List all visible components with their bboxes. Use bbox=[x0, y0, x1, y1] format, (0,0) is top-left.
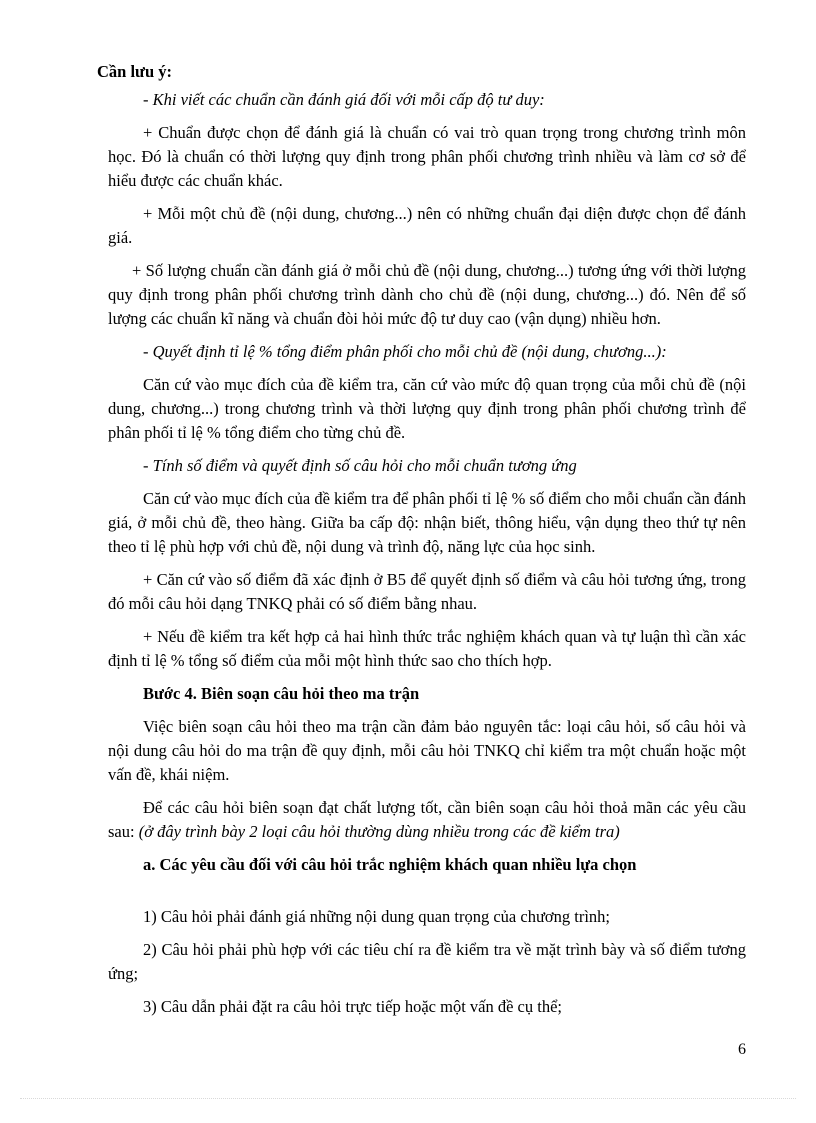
criteria-note-item: - Khi viết các chuẩn cần đánh giá đối với mỗi cấp độ tư duy: bbox=[143, 90, 545, 109]
section-a-heading: a. Các yêu cầu đối với câu hỏi trắc nghiệm khách quan nhiều lựa chọn bbox=[143, 855, 637, 874]
paragraph-text: Để các câu hỏi biên soạn đạt chất lượng tốt, cần biên soạn câu hỏi thoả mãn các yêu cầu sau: bbox=[108, 798, 746, 841]
question-count-note-item: - Tính số điểm và quyết định số câu hỏi cho mỗi chuẩn tương ứng bbox=[143, 456, 577, 475]
step4-heading: Bước 4. Biên soạn câu hỏi theo ma trận bbox=[143, 684, 420, 703]
criteria-plus-item: + Nếu đề kiểm tra kết hợp cả hai hình thức trắc nghiệm khách quan và tự luận thì cần xác định tỉ lệ % tổng số điểm của mỗi một hình thức sao cho thích hợp. bbox=[108, 627, 746, 670]
page-content bbox=[97, 60, 746, 1028]
body-paragraph bbox=[108, 796, 746, 844]
note-heading: Cần lưu ý: bbox=[97, 62, 172, 81]
criteria-plus-item: + Căn cứ vào số điểm đã xác định ở B5 để quyết định số điểm và câu hỏi tương ứng, trong đó mỗi câu hỏi dạng TNKQ phải có số điểm bằng nhau. bbox=[108, 570, 746, 613]
italic-note: (ở đây trình bày 2 loại câu hỏi thường dùng nhiều trong các đề kiểm tra) bbox=[138, 822, 620, 841]
criteria-plus-item: + Số lượng chuẩn cần đánh giá ở mỗi chủ đề (nội dung, chương...) tương ứng với thời lượng quy định trong phân phối chương trình dành cho chủ đề (nội dung, chương...) đó. Nên để số lượng các chuẩn kĩ năng và chuẩn đòi hỏi mức độ tư duy cao (vận dụng) nhiều hơn. bbox=[108, 261, 746, 328]
list-item: 2) Câu hỏi phải phù hợp với các tiêu chí ra đề kiểm tra về mặt trình bày và số điểm tương ứng; bbox=[108, 940, 746, 983]
score-ratio-note-item: - Quyết định tỉ lệ % tổng điểm phân phối cho mỗi chủ đề (nội dung, chương...): bbox=[143, 342, 667, 361]
body-paragraph: Căn cứ vào mục đích của đề kiểm tra để phân phối tỉ lệ % số điểm cho mỗi chuẩn cần đánh giá, ở mỗi chủ đề, theo hàng. Giữa ba cấp độ: nhận biết, thông hiểu, vận dụng theo thứ tự nên theo tỉ lệ phù hợp với chủ đề, nội dung và trình độ, năng lực của học sinh. bbox=[108, 489, 746, 556]
body-paragraph: Việc biên soạn câu hỏi theo ma trận cần đảm bảo nguyên tắc: loại câu hỏi, số câu hỏi và nội dung câu hỏi do ma trận đề quy định, mỗi câu hỏi TNKQ chỉ kiểm tra một chuẩn hoặc một vấn đề, khái niệm. bbox=[108, 717, 746, 784]
list-item: 1) Câu hỏi phải đánh giá những nội dung quan trọng của chương trình; bbox=[143, 907, 610, 926]
criteria-plus-item: + Chuẩn được chọn để đánh giá là chuẩn có vai trò quan trọng trong chương trình môn học. Đó là chuẩn có thời lượng quy định trong phân phối chương trình nhiều và làm cơ sở để hiểu được các chuẩn khác. bbox=[108, 123, 746, 190]
list-item: 3) Câu dẫn phải đặt ra câu hỏi trực tiếp hoặc một vấn đề cụ thể; bbox=[143, 997, 563, 1016]
body-paragraph: Căn cứ vào mục đích của đề kiểm tra, căn cứ vào mức độ quan trọng của mỗi chủ đề (nội dung, chương...) trong chương trình và thời lượng quy định trong phân phối chương trình để phân phối tỉ lệ % tổng điểm cho từng chủ đề. bbox=[108, 375, 746, 442]
page-bottom-divider bbox=[20, 1098, 796, 1099]
page-number: 6 bbox=[738, 1041, 746, 1058]
criteria-plus-item: + Mỗi một chủ đề (nội dung, chương...) nên có những chuẩn đại diện được chọn để đánh giá. bbox=[108, 204, 746, 247]
